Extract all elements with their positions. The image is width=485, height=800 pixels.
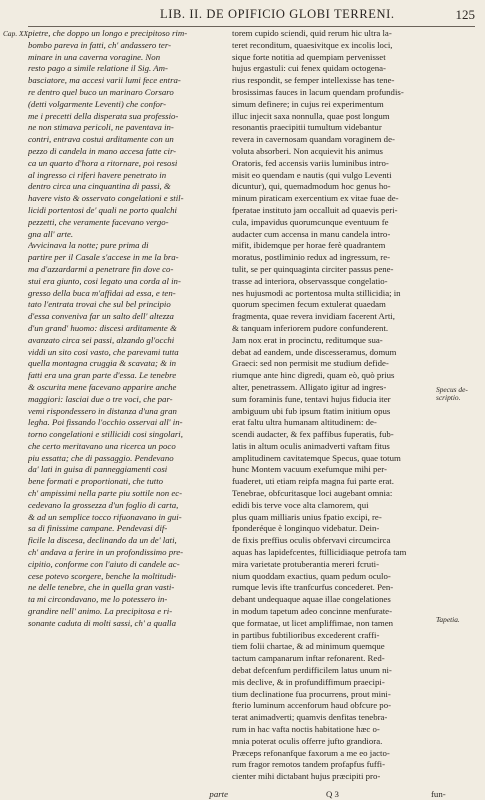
latin-line: amplitudinem cavitatemque Specus, quae totum — [232, 452, 401, 463]
latin-line: hunc Montem vacuum exefumque mihi per- — [232, 464, 387, 475]
side-note-line: Specus de- — [436, 385, 468, 394]
latin-line: sique forte notitia ad quempiam pervenisset — [232, 51, 386, 62]
italian-line: gna all' arte. — [28, 228, 74, 239]
italian-line: viddi un sito cosi vasto, che parevami tutta — [28, 346, 179, 357]
latin-line: trasse ad interiora, observassque congelatio- — [232, 275, 388, 286]
latin-line: nes hujusmodi ac portentosa multa stillicidia; in — [232, 287, 401, 298]
italian-line: minare in una caverna voragine. Non — [28, 51, 161, 62]
latin-line: edidi bis terve voce alta clamorem, qui — [232, 499, 369, 510]
italian-line: grandire nell' animo. La precipitosa e ri- — [28, 606, 173, 617]
latin-line: mnia poterat oculis offerre jufto grandiora. — [232, 735, 383, 746]
italian-line: & oscurita mene facevano apparire anche — [28, 381, 177, 392]
italian-line: cipitio, conforme con l'aiuto di candele ac- — [28, 558, 180, 569]
latin-line: mifit, ibidemque per horae ferè quadrantem — [232, 240, 386, 251]
latin-line: mira varietate protuberantia mereri fcruti- — [232, 558, 380, 569]
latin-line: nium quoddam exactius, quam pedum oculo- — [232, 570, 391, 581]
italian-line: cese potevo scorgere, benche la moltitudi- — [28, 570, 177, 581]
latin-line: aquas has lapidefcentes, ftillicidiaque petrofa tam — [232, 547, 407, 558]
latin-line: terat animadverti; quamvis denfitas tenebra- — [232, 712, 388, 723]
latin-line: Præceps refonanfque faxorum a me eo jacto- — [232, 747, 390, 758]
italian-line: maggiori: lasciai due o tre voci, che par- — [28, 393, 173, 404]
latin-line: in partibus fubtilioribus excederent craffi- — [232, 629, 380, 640]
italian-line: pezzo di candela in mano accesa fatte cir- — [28, 145, 177, 156]
latin-line: que formatae, ut licet ampliffimae, non tamen — [232, 617, 394, 628]
italian-line: cedevano la grossezza d'un foglio di carta, — [28, 499, 179, 510]
latin-line: fponderéque è longinquo videbatur. Dein- — [232, 523, 380, 534]
right-catchword: fun- — [431, 789, 446, 799]
italian-line: ch' ampissimi nella parte piu sottile non ec- — [28, 488, 183, 499]
latin-text-column — [232, 28, 432, 783]
latin-line: de fixis preffius oculis obfervavi circumcirca — [232, 535, 391, 546]
running-title: LIB. II. DE OPIFICIO GLOBI TERRENI. — [160, 7, 395, 21]
side-note-specus — [436, 386, 468, 402]
italian-line: licidi portentosi de' quali ne porto qualchi — [28, 204, 177, 215]
italian-line: che certo meritavano una ricerca un poco — [28, 440, 176, 451]
italian-line: basciatore, ma accesi varii lumi fece entra- — [28, 75, 181, 86]
latin-line: rum in hac vafta noctis habitatione hæc o- — [232, 724, 380, 735]
italian-line: stui era giunto, cosi legato una corda al in- — [28, 275, 181, 286]
latin-line: voluta absorberi. Non acquievit his animus — [232, 145, 383, 156]
latin-line: mis declive, & in profundiffimum praecipi- — [232, 676, 385, 687]
italian-line: ch' andava a ferire in un profondissimo pre- — [28, 547, 184, 558]
italian-line: vemi rispondessero in distanza d'una gran — [28, 405, 177, 416]
latin-line: fperatae instituto jam occalluit ad quaevis peri- — [232, 204, 398, 215]
italian-line: ca un quarto d'hora a ritornare, poi resosi — [28, 157, 178, 168]
latin-line: minum piraticam exercentium ex vitae fuae de- — [232, 193, 399, 204]
latin-line: quorum specimen fecum extulerat quaedam — [232, 299, 386, 310]
italian-line: ne non stimava pericoli, ne paventava in- — [28, 122, 174, 133]
italian-line: torno congelationi e stillicidi cosi singolari, — [28, 429, 183, 440]
latin-line: sum foraminis fune, tentavi hujus fiducia iter — [232, 393, 391, 404]
italian-line: al ingresso ci riferi havere penetrato in — [28, 169, 167, 180]
latin-line: debant undequaque aquae illae congelationes — [232, 594, 391, 605]
latin-line: debat ad eandem, unde discesseramus, domum — [232, 346, 397, 357]
italian-line: resto pago a simile relatione il Sig. Am- — [28, 63, 168, 74]
italian-line: ta mi circondavano, me lo potessero in- — [28, 594, 168, 605]
side-note-line: scriptio. — [436, 393, 461, 402]
latin-line: tium declinatione fua procurrens, prout mini- — [232, 688, 391, 699]
latin-line: Tenebrae, obfcuritasque loci augebant omnia: — [232, 488, 393, 499]
italian-line: pietre, che doppo un longo e precipitoso rim- — [28, 28, 188, 38]
latin-line: ambiguum ubi fub ipsum ftatim initium opus — [232, 405, 391, 416]
italian-line: ficile la discesa, declinando da un de' lati, — [28, 535, 177, 546]
header-rule — [28, 26, 475, 27]
left-catchword: parte — [209, 789, 228, 799]
latin-line: revera in cavernosam quandam voraginem de- — [232, 134, 395, 145]
italian-line: me i precetti della disperata sua professio- — [28, 110, 179, 121]
signature-mark: Q 3 — [326, 789, 339, 799]
latin-line: cienter mihi dictabant hujus præcipiti pro- — [232, 771, 381, 782]
italian-line: da' lati in guisa di panneggiamenti cosi — [28, 464, 168, 475]
latin-line: misit eo quendam e nautis (qui vulgo Leventi — [232, 169, 392, 180]
side-note-tapetia: Tapetia. — [436, 615, 460, 624]
italian-line: ma d'azzardarmi a penetrare fin dove co- — [28, 263, 174, 274]
latin-line: scendi audacter, & fex paffibus fuperatis, fub- — [232, 429, 394, 440]
latin-line: illuc injecit saxa nonnulla, quae post longum — [232, 110, 390, 121]
latin-line: fterio luminum accenforum haud obfcure po- — [232, 700, 392, 711]
italian-line: bombo pareva in fatti, ch' andassero ter- — [28, 39, 172, 50]
latin-line: plus quam milliaris unius fpatio excipi, re- — [232, 511, 382, 522]
latin-line: fuaderet, uti etiam reipfa magna fui parte erat. — [232, 476, 394, 487]
latin-line: tulit, se per quinquaginta circiter passus pene- — [232, 263, 394, 274]
italian-line: re dentro quel buco un marinaro Corsaro — [28, 86, 174, 97]
italian-line: & ad un semplice tocco rifuonavano in gui- — [28, 511, 182, 522]
latin-line: cula, impavidus quorumcunque eventuum fe — [232, 216, 389, 227]
italian-line: legha. Poi fissando l'occhio osservai all' in- — [28, 417, 183, 428]
latin-line: Jam nox erat in procinctu, reditumque sua- — [232, 334, 383, 345]
italian-line: fatti era una gran parte d'essa. Le tenebre — [28, 370, 177, 381]
italian-line: partire per il Casale s'accese in me la bra- — [28, 252, 179, 263]
latin-line: Graeci: sed non permisit me studium defide- — [232, 358, 389, 369]
italian-line: sa di finissime campane. Pendevasi dif- — [28, 523, 168, 534]
italian-line: d'essa conveniva far un salto dell' altezza — [28, 311, 174, 322]
latin-line: moratus, postliminio redux ad ingressum, re- — [232, 252, 391, 263]
italian-line: pezzetti, che veramente facevano vergo- — [28, 216, 169, 227]
latin-line: alter, penetrassem. Alligato igitur ad ingres- — [232, 381, 387, 392]
latin-line: riumque ante hinc digredi, quam eò, quò prius — [232, 370, 395, 381]
latin-line: in modum tapetum adeo concinne menfurate- — [232, 606, 392, 617]
italian-line: sonante caduta di molti sassi, ch' a qualla — [28, 617, 177, 628]
italian-line: bene formati e proportionati, che tutto — [28, 476, 164, 487]
latin-line: Oratoris, fed accensis variis luminibus intro- — [232, 157, 389, 168]
latin-line: rumque levis ifte tranfcurfus concederet. Pen- — [232, 582, 394, 593]
latin-line: & tanquam inferiorem pudore confunderent. — [232, 322, 389, 333]
italian-line: dentro circa una cinquantina di passi, & — [28, 181, 171, 192]
italian-line: Avvicinava la notte; pure prima di — [28, 240, 149, 251]
italian-line: piu essatta; che di passaggio. Pendevano — [28, 452, 174, 463]
latin-line: fragmenta, quae revera invidiam facerent Arti, — [232, 311, 395, 322]
italian-line: gresso della buca m'affidai ad essa, e ten- — [28, 287, 176, 298]
latin-line: resonantis praecipitii tumultum videbantur — [232, 122, 382, 133]
latin-line: audacter cum accensa in manu candela intro- — [232, 228, 391, 239]
latin-line: debat defcenfum perdifficilem latus unum ni- — [232, 665, 392, 676]
italian-line: d'un grand' huomo: discesi arditamente & — [28, 322, 177, 333]
italian-line: contri, entrava costui arditamente con un — [28, 134, 174, 145]
latin-line: torem cupido sciendi, quid rerum hic ultra la- — [232, 28, 392, 38]
latin-line: rum fragor remotos tandem profapfus fuffi- — [232, 759, 386, 770]
latin-line: teret reconditum, quaesivitque ex incolis loci, — [232, 39, 393, 50]
latin-line: simum definere; in cujus rei experimentum — [232, 98, 384, 109]
latin-line: erat faltu ultra humanam altitudinem: de- — [232, 417, 377, 428]
italian-line: avanzato circa sei passi, alzando gl'occhi — [28, 334, 175, 345]
latin-line: tiem folii chartae, & ad minimum quemque — [232, 641, 385, 652]
italian-line: quella montagna cruggia & scavata; & in — [28, 358, 177, 369]
latin-line: brosissimas fauces in lacum quendam profundis- — [232, 86, 404, 97]
italian-line: tato l'entrata trovai che sul bel principio — [28, 299, 171, 310]
latin-line: hujus ergastuli: cui fenex quidam octogena- — [232, 63, 386, 74]
latin-line: dicuntur), qui, quemadmodum hoc genus ho- — [232, 181, 391, 192]
page-header — [160, 7, 475, 25]
page-number: 125 — [455, 7, 475, 22]
latin-line: tactum campanarum inftar refonarent. Red- — [232, 653, 385, 664]
italian-line: havere visto & osservato congelationi e stil- — [28, 193, 184, 204]
latin-line: latis in altum oculis animadverti vaftam fitus — [232, 440, 390, 451]
chapter-margin-note: Cap. XX. — [3, 29, 30, 38]
italian-line: (detti volgarmente Leventi) che confor- — [28, 98, 167, 109]
italian-text-column — [28, 28, 228, 630]
italian-line: ne delle tenebre, che in quella gran vasti- — [28, 582, 175, 593]
latin-line: rius respondit, se femper intellexisse has tene- — [232, 75, 395, 86]
